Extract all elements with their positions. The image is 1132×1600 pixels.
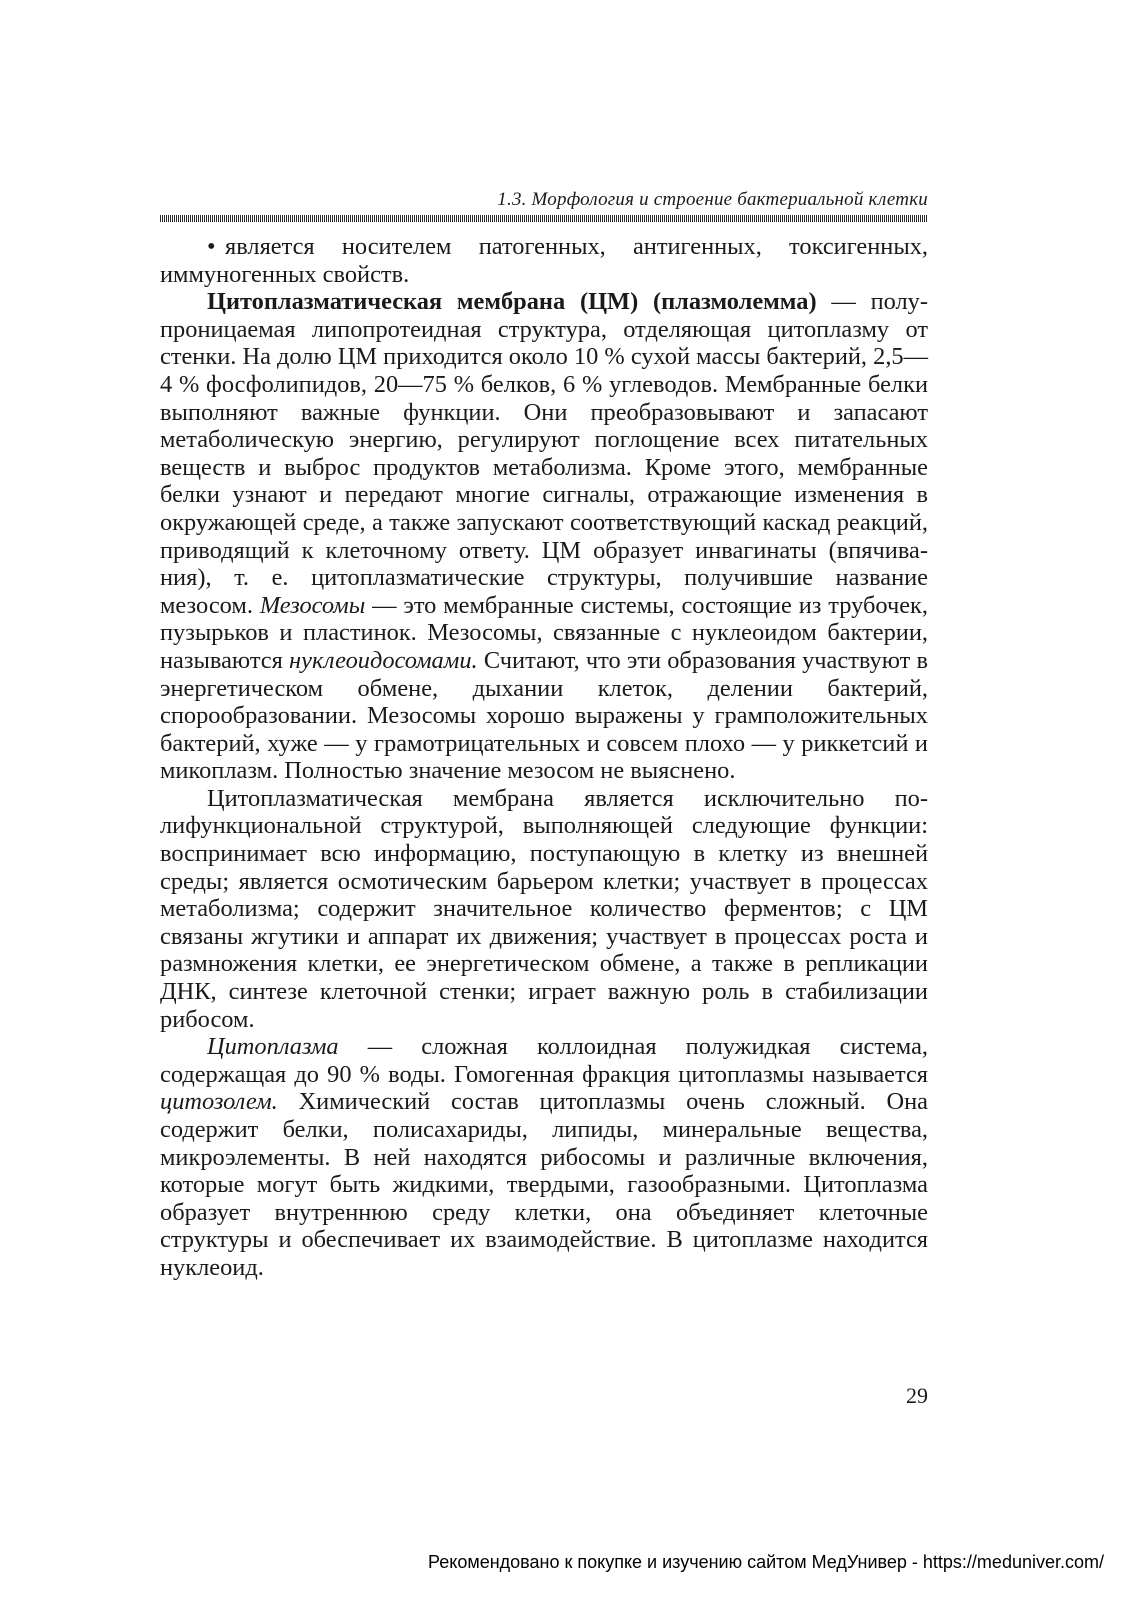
paragraph-text: — это мембранные системы, состоящие из трубочек, пузырьков и пластинок. Мезосомы, связанные с нуклеоидом бактерии, называются	[160, 591, 929, 674]
paragraph-membrane-functions	[160, 785, 928, 1033]
term-membrane: Цитоплазматическая мембрана (ЦМ) (плазмолемма)	[207, 288, 817, 316]
paragraph-text: — сложная коллоидная полужидкая система, содержащая до 90 % воды. Гомогенная фракция цитоплазмы называется	[160, 1033, 928, 1088]
bullet-text: является носителем патогенных, антигенных, токсигенных, иммуногенных свойств.	[160, 233, 928, 288]
term-nucleoidosomes: нуклеоидосомами.	[289, 646, 478, 674]
bullet-icon: •	[207, 233, 216, 260]
page-number: 29	[906, 1383, 928, 1408]
header-divider	[160, 215, 928, 222]
paragraph-membrane	[160, 288, 928, 785]
paragraph-text: Химический состав цитоплазмы очень сложный. Она содержит белки, полисахариды, липиды, минеральные вещества, микроэлементы. В ней находятся рибосомы и различные включения, которые могут быть жидкими, твердыми, газообразными. Цитоплазма образует внутреннюю среду клетки, она объединяет клеточные структуры и обеспечивает их взаимодействие. В цитоплазме находится нуклеоид.	[160, 1088, 928, 1281]
paragraph-text: Считают, что эти образования участвуют в энергетическом обмене, дыхании клеток, делении бактерий, спорообразовании. Мезосомы хорошо выражены у грамположительных бактерий, хуже — у грамотрицательных и совсем плохо — у риккетсий и микоплазм. Полностью значение мезосом не выяснено.	[160, 646, 928, 785]
running-title: 1.3. Морфология и строение бактериальной клетки	[497, 189, 928, 210]
footer-recommendation: Рекомендовано к покупке и изучению сайтом МедУнивер - https://meduniver.com/	[428, 1552, 1104, 1572]
paragraph-text: Цитоплазматическая мембрана является исключительно полифункциональной структурой, выполняющей следующие функции: воспринимает всю информацию, поступающую в клетку из внешней среды; является осмотическим барьером клетки; участвует в процессах метаболизма; содержит значительное количество ферментов; с ЦМ связаны жгутики и аппарат их движения; участвует в процессах роста и размножения клетки, ее энергетическом обмене, а также в репликации ДНК, синтезе клеточной стенки; играет важную роль в стабилизации рибосом.	[160, 784, 928, 1033]
term-mesosomes: Мезосомы	[259, 591, 366, 619]
term-cytosol: цитозолем.	[160, 1088, 278, 1116]
page-body	[160, 233, 928, 1282]
bullet-item	[160, 233, 928, 288]
paragraph-cytoplasm	[160, 1033, 928, 1281]
term-cytoplasm: Цитоплазма	[207, 1033, 339, 1061]
paragraph-text: — полупроницаемая липопротеидная структура, отделяющая цитоплазму от стенки. На долю ЦМ приходится около 10 % сухой массы бактерий, 2,5—4 % фосфолипидов, 20—75 % белков, 6 % углеводов. Мембранные белки выполняют важные функции. Они преобразовывают и запасают метаболическую энергию, регулируют поглощение всех питательных веществ и выброс продуктов метаболизма. Кроме этого, мембранные белки узнают и передают многие сигналы, отражающие изменения в окружающей среде, а также запускают соответствующий каскад реакций, приводящий к клеточному ответу. ЦМ образует инвагинаты (впячивания), т. е. цитоплазматические структуры, получившие название мезосом.	[160, 288, 929, 619]
